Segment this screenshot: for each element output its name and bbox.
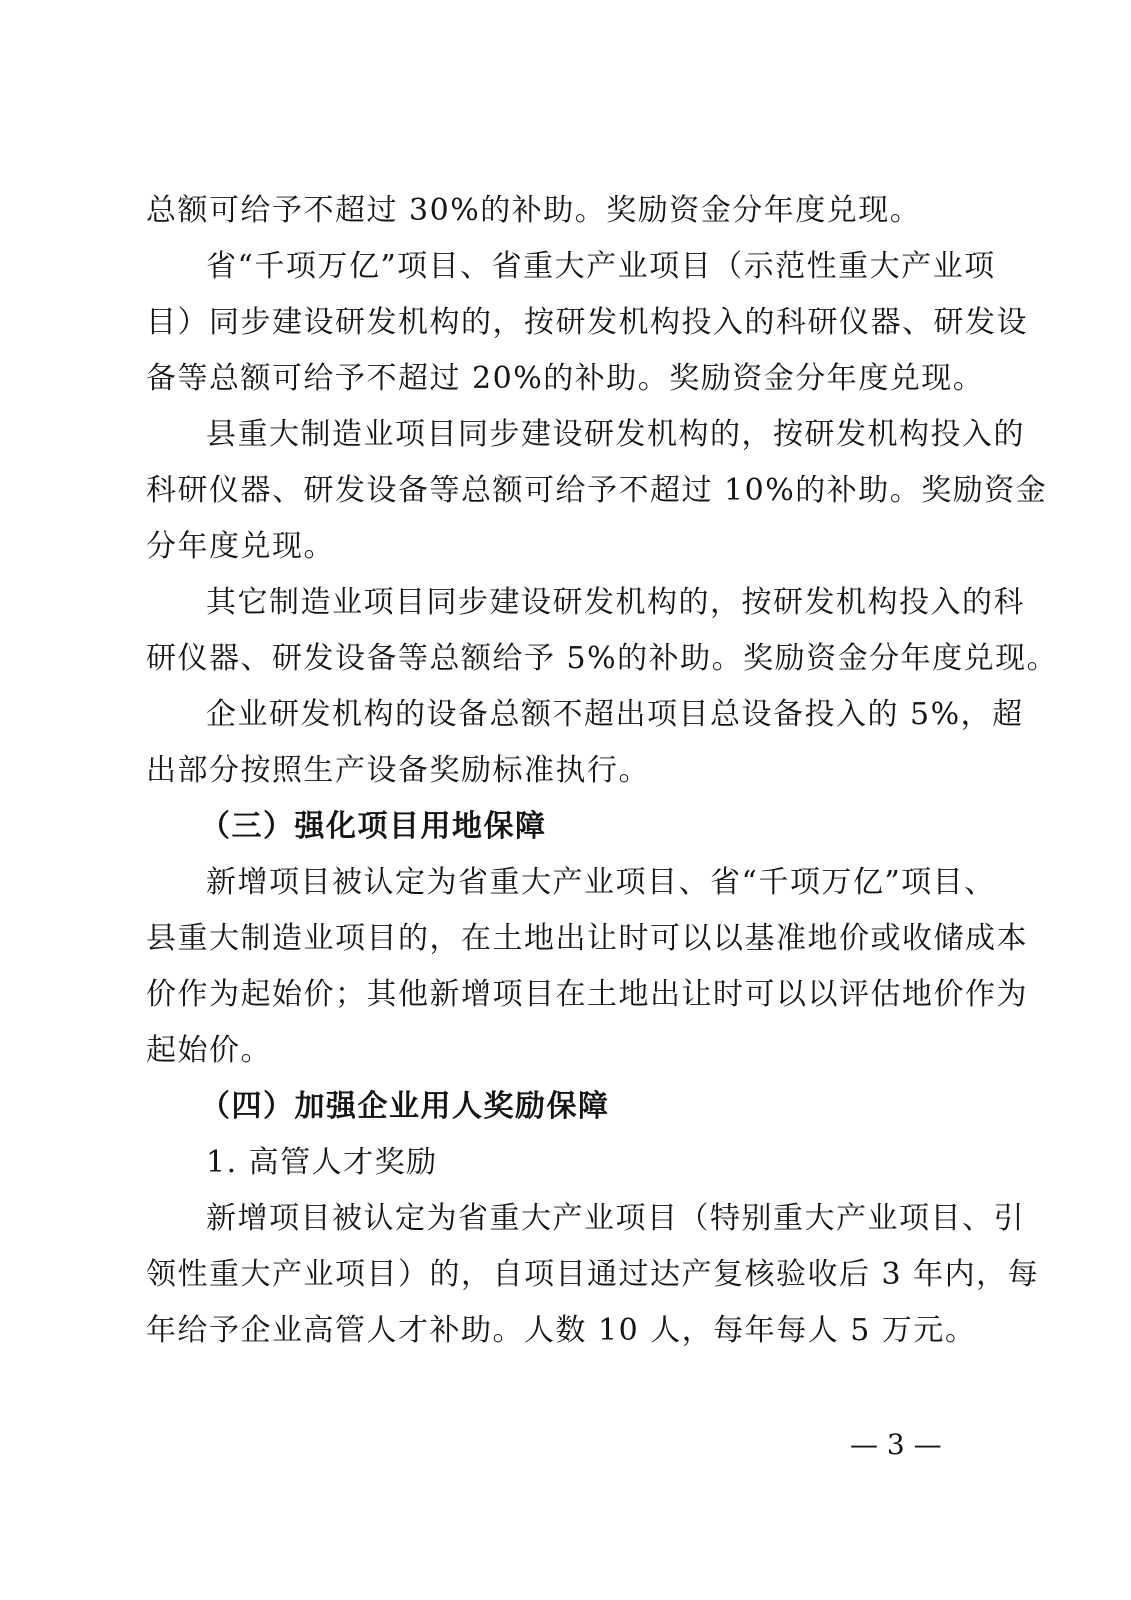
section-heading: （三）强化项目用地保障 bbox=[200, 809, 547, 844]
subsection-heading: 1. 高管人才奖励 bbox=[206, 1145, 438, 1180]
paragraph-line: 县重大制造业项目同步建设研发机构的，按研发机构投入的 bbox=[206, 417, 1025, 452]
document-body bbox=[146, 183, 1059, 1359]
paragraph-line: 目）同步建设研发机构的，按研发机构投入的科研仪器、研发设 bbox=[146, 305, 1028, 340]
paragraph-line: 分年度兑现。 bbox=[146, 529, 335, 564]
paragraph-line: 起始价。 bbox=[146, 1033, 272, 1068]
paragraph-line: 价作为起始价；其他新增项目在土地出让时可以以评估地价作为 bbox=[146, 977, 1028, 1012]
paragraph-line: 年给予企业高管人才补助。人数 10 人，每年每人 5 万元。 bbox=[146, 1313, 977, 1348]
paragraph-line: 研仪器、研发设备等总额给予 5%的补助。奖励资金分年度兑现。 bbox=[146, 641, 1059, 676]
paragraph-line: 出部分按照生产设备奖励标准执行。 bbox=[146, 753, 650, 788]
paragraph-line: 企业研发机构的设备总额不超出项目总设备投入的 5%，超 bbox=[206, 697, 1024, 732]
paragraph-line: 县重大制造业项目的，在土地出让时可以以基准地价或收储成本 bbox=[146, 921, 1028, 956]
paragraph-line: 新增项目被认定为省重大产业项目（特别重大产业项目、引 bbox=[206, 1201, 1025, 1236]
paragraph-line: 省“千项万亿”项目、省重大产业项目（示范性重大产业项 bbox=[206, 249, 996, 284]
paragraph-line: 科研仪器、研发设备等总额可给予不超过 10%的补助。奖励资金 bbox=[146, 473, 1048, 508]
paragraph-line: 其它制造业项目同步建设研发机构的，按研发机构投入的科 bbox=[206, 585, 1025, 620]
section-heading: （四）加强企业用人奖励保障 bbox=[200, 1089, 610, 1124]
page-number: — 3 — bbox=[850, 1428, 942, 1461]
paragraph-line: 新增项目被认定为省重大产业项目、省“千项万亿”项目、 bbox=[206, 865, 996, 900]
paragraph-line: 领性重大产业项目）的，自项目通过达产复核验收后 3 年内，每 bbox=[146, 1257, 1040, 1292]
paragraph-line: 总额可给予不超过 30%的补助。奖励资金分年度兑现。 bbox=[146, 193, 922, 228]
paragraph-line: 备等总额可给予不超过 20%的补助。奖励资金分年度兑现。 bbox=[146, 361, 985, 396]
